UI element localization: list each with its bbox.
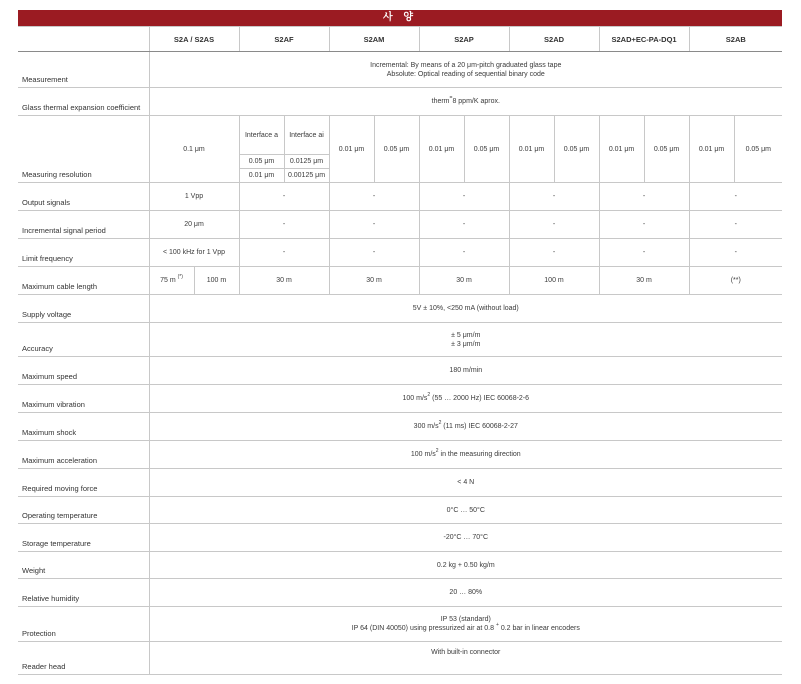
row-label: Limit frequency [18,239,149,267]
resolution-s2ad-001: 0.01 μm [509,116,554,183]
col-header-s2adec: S2AD+EC-PA-DQ1 [599,27,689,52]
row-weight [18,552,782,579]
row-label: Glass thermal expansion coefficient [18,88,149,116]
row-label: Maximum cable length [18,267,149,295]
resolution-s2ap-001: 0.01 μm [419,116,464,183]
limit-s2af: - [239,239,329,267]
output-s2af: - [239,183,329,211]
row-accuracy [18,323,782,357]
row-shock [18,413,782,441]
row-label: Incremental signal period [18,211,149,239]
output-s2am: - [329,183,419,211]
header-corner [18,27,149,52]
protection-post: 0.2 bar in linear encoders [498,625,580,632]
row-storage-temp [18,524,782,552]
row-label: Maximum speed [18,357,149,385]
operating-temp-value: 0°C … 50°C [149,497,782,524]
resolution-s2adec-005: 0.05 μm [644,116,689,183]
measurement-value [149,52,782,88]
resolution-s2ap-005: 0.05 μm [464,116,509,183]
row-label: Output signals [18,183,149,211]
measurement-line: Incremental: By means of a 20 μm-pitch graduated glass tape [370,61,562,69]
resolution-s2a: 0.1 μm [149,116,239,183]
spec-title: 사 양 [18,10,782,26]
row-label: Relative humidity [18,579,149,607]
s2af-a-value-1: 0.05 μm [239,155,284,169]
row-label: Maximum vibration [18,385,149,413]
resolution-s2ab-005: 0.05 μm [734,116,782,183]
col-header-s2ad: S2AD [509,27,599,52]
spec-sheet [18,10,782,675]
cable-s2adec: 30 m [599,267,689,295]
resolution-s2am-001: 0.01 μm [329,116,374,183]
resolution-s2ad-005: 0.05 μm [554,116,599,183]
limit-s2am: - [329,239,419,267]
weight-value: 0.2 kg + 0.50 kg/m [149,552,782,579]
row-label: Maximum acceleration [18,441,149,469]
vibration-post: (55 … 2000 Hz) IEC 60068-2-6 [430,395,530,402]
cable-footnote-mark: (*) [177,274,183,280]
row-measurement [18,52,782,88]
col-header-s2af: S2AF [239,27,329,52]
col-header-s2ab: S2AB [689,27,782,52]
row-label: Maximum shock [18,413,149,441]
row-cable [18,267,782,295]
shock-pre: 300 m/s [413,423,439,430]
row-reader [18,642,782,675]
reader-value: With built-in connector [149,642,782,675]
cable-s2a-b: 100 m [194,267,239,295]
output-s2a: 1 Vpp [149,183,239,211]
s2af-interface-a: Interface a [239,116,284,155]
thermal-sup: = [449,95,453,101]
col-header-s2ap: S2AP [419,27,509,52]
accuracy-line: ± 5 μm/m [451,331,481,339]
period-s2am: - [329,211,419,239]
cable-s2ad: 100 m [509,267,599,295]
period-s2ab: - [689,211,782,239]
resolution-s2am-005: 0.05 μm [374,116,419,183]
col-header-s2am: S2AM [329,27,419,52]
thermal-value [149,88,782,116]
period-s2af: - [239,211,329,239]
output-s2ap: - [419,183,509,211]
s2af-a-value-2: 0.01 μm [239,169,284,183]
header-row [18,27,782,52]
limit-s2ad: - [509,239,599,267]
accel-post: in the measuring direction [438,451,521,458]
limit-s2adec: - [599,239,689,267]
s2af-ai-value-2: 0.00125 μm [284,169,329,183]
cable-s2a-a-text: 75 m [160,277,176,284]
cable-s2af: 30 m [239,267,329,295]
measurement-line: Absolute: Optical reading of sequential binary code [386,70,545,78]
output-s2ab: - [689,183,782,211]
cable-s2ap: 30 m [419,267,509,295]
accel-pre: 100 m/s [410,451,436,458]
speed-value: 180 m/min [149,357,782,385]
row-resolution [18,116,782,155]
period-s2ad: - [509,211,599,239]
col-header-s2a: S2A / S2AS [149,27,239,52]
row-vibration [18,385,782,413]
accel-sup: 2 [435,448,439,454]
protection-sup: + [495,622,499,628]
row-speed [18,357,782,385]
period-s2a: 20 μm [149,211,239,239]
acceleration-value [149,441,782,469]
period-s2adec: - [599,211,689,239]
row-label: Supply voltage [18,295,149,323]
vibration-sup: 2 [427,392,431,398]
shock-post: (11 ms) IEC 60068-2-27 [441,423,518,430]
protection-pre: IP 64 (DIN 40050) using pressurized air at 0.8 [351,625,496,632]
storage-temp-value: -20°C … 70°C [149,524,782,552]
resolution-s2ab-001: 0.01 μm [689,116,734,183]
row-thermal [18,88,782,116]
thermal-text: 8 ppm/K aprox. [452,98,500,105]
protection-line-1: IP 53 (standard) [440,616,491,623]
limit-s2ab: - [689,239,782,267]
vibration-pre: 100 m/s [402,395,428,402]
row-label: Reader head [18,642,149,675]
spec-table [18,26,782,675]
cable-s2ab: (**) [689,267,782,295]
shock-value [149,413,782,441]
protection-value [149,607,782,642]
row-operating-temp [18,497,782,524]
vibration-value [149,385,782,413]
row-output [18,183,782,211]
row-acceleration [18,441,782,469]
s2af-interface-ai: Interface ai [284,116,329,155]
row-humidity [18,579,782,607]
accuracy-value [149,323,782,357]
force-value: < 4 N [149,469,782,497]
period-s2ap: - [419,211,509,239]
row-label: Measuring resolution [18,116,149,183]
output-s2ad: - [509,183,599,211]
row-label: Operating temperature [18,497,149,524]
humidity-value: 20 … 80% [149,579,782,607]
row-label: Required moving force [18,469,149,497]
protection-line-2 [152,624,781,633]
row-label: Accuracy [18,323,149,357]
row-label: Protection [18,607,149,642]
row-force [18,469,782,497]
row-supply [18,295,782,323]
cable-s2am: 30 m [329,267,419,295]
limit-s2a: < 100 kHz for 1 Vpp [149,239,239,267]
thermal-prefix: therm [431,98,450,105]
row-protection [18,607,782,642]
s2af-ai-value-1: 0.0125 μm [284,155,329,169]
row-label: Measurement [18,52,149,88]
row-period [18,211,782,239]
resolution-s2adec-001: 0.01 μm [599,116,644,183]
output-s2adec: - [599,183,689,211]
row-label: Storage temperature [18,524,149,552]
limit-s2ap: - [419,239,509,267]
accuracy-line: ± 3 μm/m [451,340,481,348]
row-label: Weight [18,552,149,579]
shock-sup: 2 [438,420,442,426]
row-limit [18,239,782,267]
supply-value: 5V ± 10%, <250 mA (without load) [149,295,782,323]
cable-s2a-a [149,267,194,295]
